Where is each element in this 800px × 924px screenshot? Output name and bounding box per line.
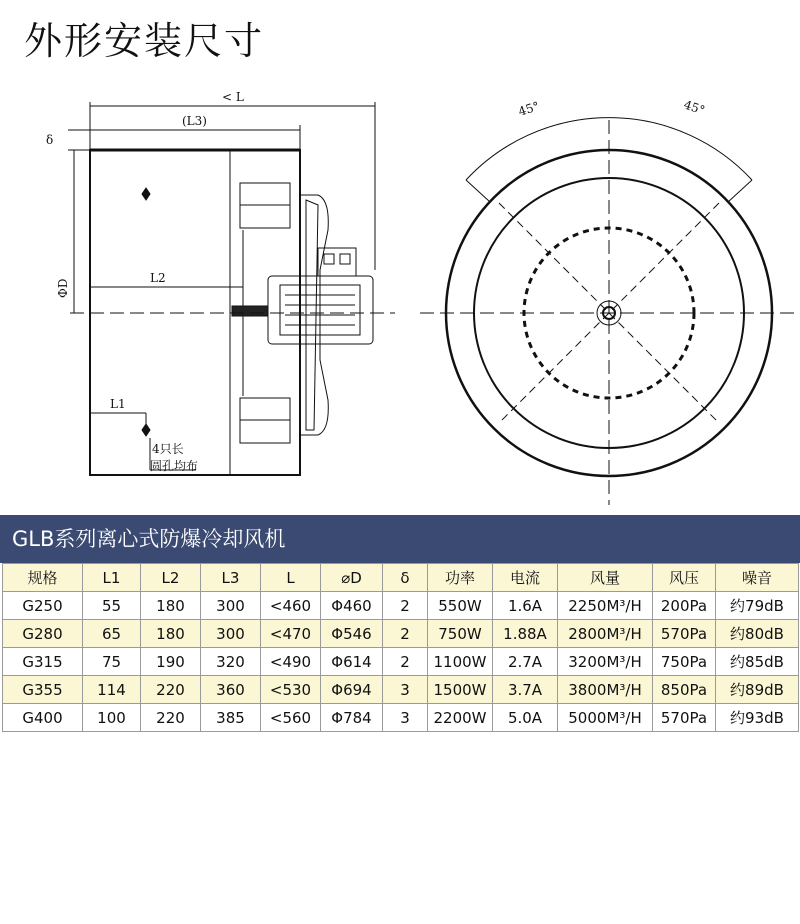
- header-cell: 风量: [558, 564, 653, 592]
- label-l1: L1: [110, 397, 126, 411]
- table-cell: 1.88A: [493, 620, 558, 648]
- table-cell: 2: [383, 620, 428, 648]
- table-cell: 1500W: [428, 676, 493, 704]
- table-cell: 300: [201, 620, 261, 648]
- table-cell: 2: [383, 648, 428, 676]
- table-cell: <560: [261, 704, 321, 732]
- table-cell: Φ694: [321, 676, 383, 704]
- table-cell: 3200M³/H: [558, 648, 653, 676]
- angle-left-label: 45°: [516, 98, 542, 119]
- hole-note-line1: 4只长: [152, 442, 184, 456]
- table-cell: 320: [201, 648, 261, 676]
- table-cell: 3800M³/H: [558, 676, 653, 704]
- table-cell: 300: [201, 592, 261, 620]
- header-cell: 噪音: [716, 564, 799, 592]
- table-cell: 5.0A: [493, 704, 558, 732]
- table-cell: 1100W: [428, 648, 493, 676]
- table-cell: Φ460: [321, 592, 383, 620]
- label-l3: (L3): [182, 114, 207, 128]
- header-cell: δ: [383, 564, 428, 592]
- table-cell: 180: [141, 620, 201, 648]
- table-cell: 180: [141, 592, 201, 620]
- table-cell: 65: [83, 620, 141, 648]
- table-cell: <470: [261, 620, 321, 648]
- table-cell: 75: [83, 648, 141, 676]
- table-cell: 3.7A: [493, 676, 558, 704]
- table-cell: <460: [261, 592, 321, 620]
- label-d: ΦD: [56, 278, 70, 298]
- label-l: < L: [222, 90, 244, 104]
- table-cell: 570Pa: [653, 704, 716, 732]
- table-cell: 约93dB: [716, 704, 799, 732]
- table-cell: 750W: [428, 620, 493, 648]
- table-row: [3, 648, 799, 676]
- table-cell: 570Pa: [653, 620, 716, 648]
- table-cell: 100: [83, 704, 141, 732]
- table-cell: 1.6A: [493, 592, 558, 620]
- table-cell: 2200W: [428, 704, 493, 732]
- table-cell: 220: [141, 676, 201, 704]
- header-cell: 电流: [493, 564, 558, 592]
- table-cell: 385: [201, 704, 261, 732]
- angle-right-label: 45°: [682, 97, 707, 118]
- header-cell: L3: [201, 564, 261, 592]
- table-caption: GLB系列离心式防爆冷却风机: [0, 515, 800, 563]
- table-cell: 55: [83, 592, 141, 620]
- shaft: [232, 306, 268, 316]
- table-cell: 约79dB: [716, 592, 799, 620]
- table-row: [3, 704, 799, 732]
- table-cell: G250: [3, 592, 83, 620]
- table-cell: Φ784: [321, 704, 383, 732]
- table-cell: 750Pa: [653, 648, 716, 676]
- table-cell: 360: [201, 676, 261, 704]
- table-cell: 114: [83, 676, 141, 704]
- table-cell: Φ614: [321, 648, 383, 676]
- table-cell: <490: [261, 648, 321, 676]
- header-cell: 规格: [3, 564, 83, 592]
- table-cell: 2: [383, 592, 428, 620]
- table-cell: 850Pa: [653, 676, 716, 704]
- header-cell: L2: [141, 564, 201, 592]
- table-cell: <530: [261, 676, 321, 704]
- table-cell: 220: [141, 704, 201, 732]
- table-cell: Φ546: [321, 620, 383, 648]
- hole-note-line2: 圆孔均布: [150, 459, 199, 473]
- table-row: [3, 592, 799, 620]
- table-cell: G400: [3, 704, 83, 732]
- table-cell: 3: [383, 676, 428, 704]
- header-cell: ⌀D: [321, 564, 383, 592]
- table-cell: 约80dB: [716, 620, 799, 648]
- table-cell: G315: [3, 648, 83, 676]
- table-cell: 200Pa: [653, 592, 716, 620]
- table-cell: 190: [141, 648, 201, 676]
- header-cell: 功率: [428, 564, 493, 592]
- table-cell: 2250M³/H: [558, 592, 653, 620]
- table-cell: 约89dB: [716, 676, 799, 704]
- table-row: [3, 676, 799, 704]
- table-cell: 5000M³/H: [558, 704, 653, 732]
- table-cell: G280: [3, 620, 83, 648]
- header-cell: 风压: [653, 564, 716, 592]
- table-cell: 3: [383, 704, 428, 732]
- header-cell: L1: [83, 564, 141, 592]
- table-cell: 550W: [428, 592, 493, 620]
- table-cell: G355: [3, 676, 83, 704]
- label-l2: L2: [150, 271, 166, 285]
- table-cell: 约85dB: [716, 648, 799, 676]
- header-cell: L: [261, 564, 321, 592]
- spec-table: [2, 563, 799, 732]
- page-title: 外形安装尺寸: [24, 19, 265, 63]
- label-delta: δ: [46, 133, 54, 147]
- table-header-row: [3, 564, 799, 592]
- table-cell: 2.7A: [493, 648, 558, 676]
- table-cell: 2800M³/H: [558, 620, 653, 648]
- table-row: [3, 620, 799, 648]
